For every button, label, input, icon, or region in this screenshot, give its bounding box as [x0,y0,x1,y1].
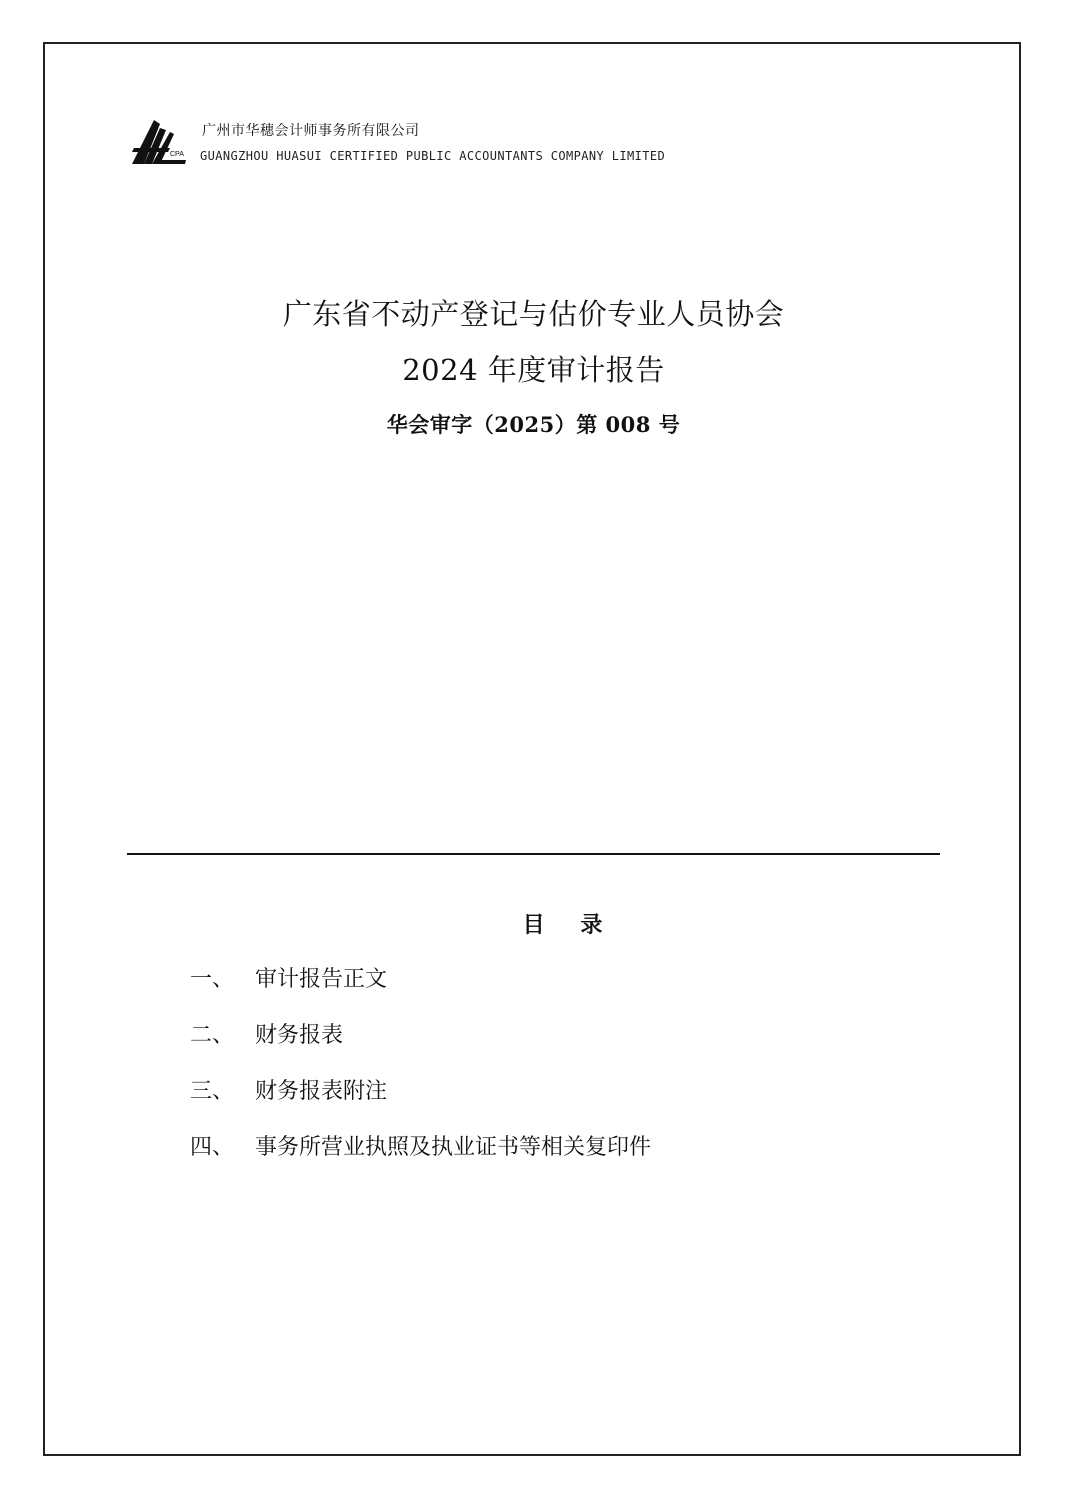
toc-item-number: 三、 [190,1079,235,1104]
toc-heading: 目 录 [522,912,617,938]
firm-name-cn: 广州市华穗会计师事务所有限公司 [202,123,420,139]
toc-item [190,1074,950,1130]
section-divider [127,853,940,855]
toc-item-label: 审计报告正文 [255,967,388,992]
firm-logo-icon [130,118,188,166]
page-border [43,42,1021,1456]
toc-item [190,1130,950,1186]
toc-item [190,1018,950,1074]
toc-item-number: 四、 [190,1135,235,1160]
firm-name-en: GUANGZHOU HUASUI CERTIFIED PUBLIC ACCOUNTANTS COMPANY LIMITED [200,149,666,163]
toc-item-label: 事务所营业执照及执业证书等相关复印件 [255,1135,652,1160]
letterhead [130,118,730,168]
report-title-line-2: 2024 年度审计报告 [402,353,665,387]
report-title-line-1: 广东省不动产登记与估价专业人员协会 [282,297,785,331]
toc-list [190,962,950,1186]
toc-item-label: 财务报表附注 [255,1079,388,1104]
toc-item-number: 一、 [190,967,235,992]
toc-item-number: 二、 [190,1023,235,1048]
toc-item-label: 财务报表 [255,1023,344,1048]
toc-item [190,962,950,1018]
logo-cpa-text: CPA [170,151,184,158]
report-number: 华会审字（2025）第 008 号 [386,412,681,437]
